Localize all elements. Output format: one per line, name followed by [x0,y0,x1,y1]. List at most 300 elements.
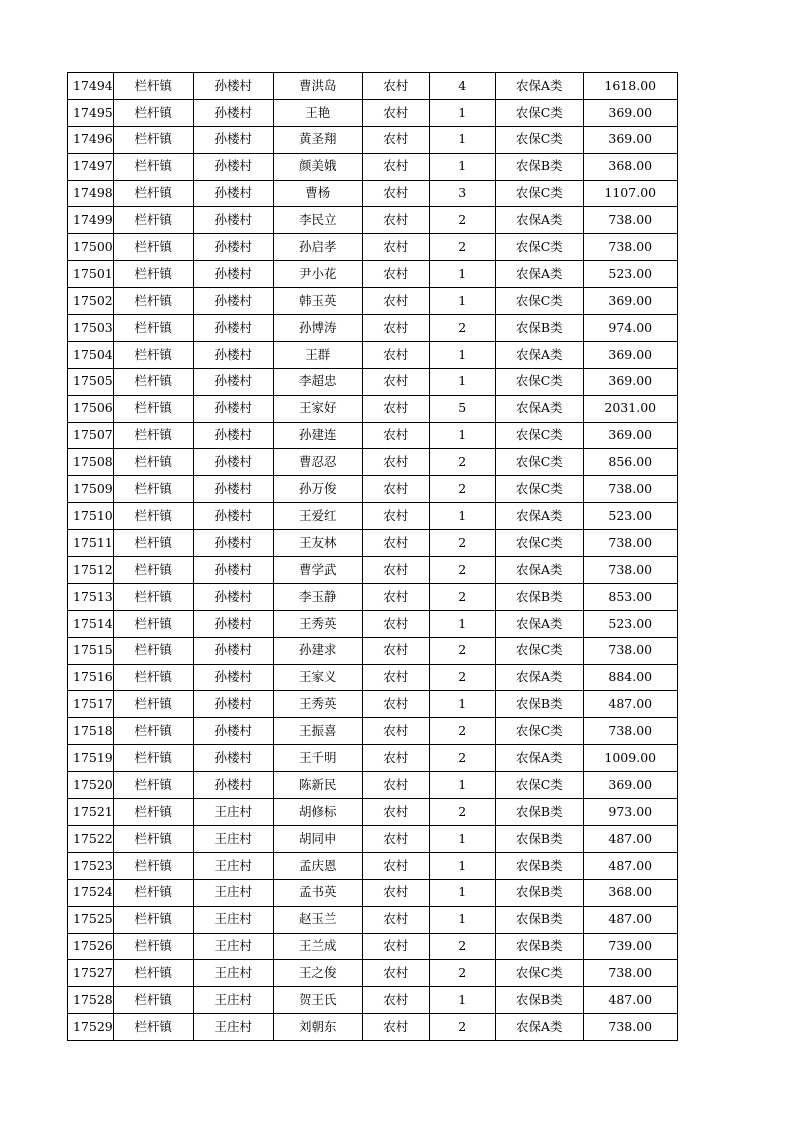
table-row [68,261,678,288]
amount-cell: 853.00 [583,583,677,610]
town-cell: 栏杆镇 [113,99,193,126]
table-row [68,73,678,100]
town-cell: 栏杆镇 [113,422,193,449]
household-type-cell: 农村 [362,422,429,449]
household-type-cell: 农村 [362,395,429,422]
amount-cell: 973.00 [583,799,677,826]
amount-cell: 1618.00 [583,73,677,100]
insurance-category-cell: 农保C类 [495,368,583,395]
household-type-cell: 农村 [362,691,429,718]
table-row [68,718,678,745]
amount-cell: 1107.00 [583,180,677,207]
amount-cell: 487.00 [583,987,677,1014]
amount-cell: 369.00 [583,422,677,449]
amount-cell: 369.00 [583,368,677,395]
insurance-category-cell: 农保C类 [495,530,583,557]
insurance-category-cell: 农保C类 [495,718,583,745]
town-cell: 栏杆镇 [113,960,193,987]
table-row [68,772,678,799]
household-type-cell: 农村 [362,73,429,100]
village-cell: 王庄村 [193,799,273,826]
amount-cell: 523.00 [583,610,677,637]
insurance-category-cell: 农保B类 [495,583,583,610]
person-name-cell: 王艳 [273,99,362,126]
serial-number-cell: 17516 [68,664,114,691]
member-count-cell: 2 [429,557,495,584]
member-count-cell: 2 [429,637,495,664]
table-row [68,126,678,153]
amount-cell: 523.00 [583,503,677,530]
insurance-category-cell: 农保A类 [495,557,583,584]
household-type-cell: 农村 [362,987,429,1014]
table-row [68,530,678,557]
table-row [68,852,678,879]
serial-number-cell: 17520 [68,772,114,799]
person-name-cell: 孙博涛 [273,315,362,342]
town-cell: 栏杆镇 [113,180,193,207]
amount-cell: 738.00 [583,234,677,261]
person-name-cell: 王秀英 [273,610,362,637]
member-count-cell: 1 [429,852,495,879]
person-name-cell: 孙万俊 [273,476,362,503]
serial-number-cell: 17509 [68,476,114,503]
member-count-cell: 2 [429,315,495,342]
table-row [68,153,678,180]
data-table [67,72,678,1041]
village-cell: 孙楼村 [193,583,273,610]
village-cell: 孙楼村 [193,395,273,422]
insurance-category-cell: 农保C类 [495,288,583,315]
household-type-cell: 农村 [362,825,429,852]
insurance-category-cell: 农保B类 [495,879,583,906]
village-cell: 孙楼村 [193,261,273,288]
town-cell: 栏杆镇 [113,234,193,261]
amount-cell: 2031.00 [583,395,677,422]
village-cell: 王庄村 [193,933,273,960]
amount-cell: 738.00 [583,207,677,234]
insurance-category-cell: 农保B类 [495,153,583,180]
person-name-cell: 尹小花 [273,261,362,288]
insurance-category-cell: 农保A类 [495,503,583,530]
amount-cell: 369.00 [583,126,677,153]
serial-number-cell: 17513 [68,583,114,610]
person-name-cell: 王友林 [273,530,362,557]
person-name-cell: 王秀英 [273,691,362,718]
village-cell: 王庄村 [193,960,273,987]
household-type-cell: 农村 [362,449,429,476]
town-cell: 栏杆镇 [113,933,193,960]
serial-number-cell: 17498 [68,180,114,207]
household-type-cell: 农村 [362,261,429,288]
town-cell: 栏杆镇 [113,315,193,342]
household-type-cell: 农村 [362,99,429,126]
table-row [68,207,678,234]
village-cell: 孙楼村 [193,476,273,503]
serial-number-cell: 17512 [68,557,114,584]
household-type-cell: 农村 [362,879,429,906]
insurance-category-cell: 农保A类 [495,261,583,288]
insurance-category-cell: 农保B类 [495,906,583,933]
serial-number-cell: 17499 [68,207,114,234]
insurance-category-cell: 农保C类 [495,99,583,126]
member-count-cell: 1 [429,879,495,906]
household-type-cell: 农村 [362,960,429,987]
person-name-cell: 胡同申 [273,825,362,852]
table-row [68,422,678,449]
village-cell: 孙楼村 [193,73,273,100]
serial-number-cell: 17514 [68,610,114,637]
insurance-category-cell: 农保C类 [495,772,583,799]
person-name-cell: 李超忠 [273,368,362,395]
member-count-cell: 2 [429,530,495,557]
town-cell: 栏杆镇 [113,691,193,718]
serial-number-cell: 17495 [68,99,114,126]
insurance-category-cell: 农保B类 [495,691,583,718]
amount-cell: 369.00 [583,772,677,799]
person-name-cell: 黄圣翔 [273,126,362,153]
serial-number-cell: 17519 [68,745,114,772]
member-count-cell: 2 [429,234,495,261]
amount-cell: 738.00 [583,530,677,557]
insurance-category-cell: 农保C类 [495,126,583,153]
town-cell: 栏杆镇 [113,449,193,476]
person-name-cell: 孟书英 [273,879,362,906]
table-row [68,503,678,530]
table-row [68,691,678,718]
town-cell: 栏杆镇 [113,557,193,584]
amount-cell: 884.00 [583,664,677,691]
town-cell: 栏杆镇 [113,583,193,610]
member-count-cell: 1 [429,503,495,530]
household-type-cell: 农村 [362,664,429,691]
person-name-cell: 孙启孝 [273,234,362,261]
member-count-cell: 2 [429,1014,495,1041]
serial-number-cell: 17494 [68,73,114,100]
household-type-cell: 农村 [362,476,429,503]
insurance-category-cell: 农保A类 [495,341,583,368]
household-type-cell: 农村 [362,718,429,745]
serial-number-cell: 17529 [68,1014,114,1041]
serial-number-cell: 17521 [68,799,114,826]
person-name-cell: 颜美娥 [273,153,362,180]
town-cell: 栏杆镇 [113,503,193,530]
amount-cell: 487.00 [583,691,677,718]
town-cell: 栏杆镇 [113,207,193,234]
serial-number-cell: 17511 [68,530,114,557]
person-name-cell: 贺王氏 [273,987,362,1014]
household-type-cell: 农村 [362,207,429,234]
person-name-cell: 王之俊 [273,960,362,987]
amount-cell: 368.00 [583,153,677,180]
table-row [68,664,678,691]
member-count-cell: 1 [429,341,495,368]
person-name-cell: 王爱红 [273,503,362,530]
town-cell: 栏杆镇 [113,341,193,368]
amount-cell: 369.00 [583,99,677,126]
insurance-category-cell: 农保B类 [495,987,583,1014]
member-count-cell: 1 [429,99,495,126]
insurance-category-cell: 农保A类 [495,610,583,637]
member-count-cell: 2 [429,449,495,476]
town-cell: 栏杆镇 [113,610,193,637]
member-count-cell: 1 [429,288,495,315]
table-row [68,315,678,342]
serial-number-cell: 17501 [68,261,114,288]
person-name-cell: 王家好 [273,395,362,422]
table-row [68,637,678,664]
table-row [68,180,678,207]
town-cell: 栏杆镇 [113,1014,193,1041]
insurance-category-cell: 农保C类 [495,960,583,987]
person-name-cell: 王振喜 [273,718,362,745]
town-cell: 栏杆镇 [113,664,193,691]
town-cell: 栏杆镇 [113,799,193,826]
member-count-cell: 1 [429,368,495,395]
member-count-cell: 1 [429,126,495,153]
serial-number-cell: 17524 [68,879,114,906]
village-cell: 孙楼村 [193,341,273,368]
amount-cell: 738.00 [583,960,677,987]
person-name-cell: 赵玉兰 [273,906,362,933]
member-count-cell: 2 [429,476,495,503]
insurance-category-cell: 农保A类 [495,745,583,772]
household-type-cell: 农村 [362,799,429,826]
table-row [68,557,678,584]
town-cell: 栏杆镇 [113,395,193,422]
serial-number-cell: 17504 [68,341,114,368]
person-name-cell: 孙建连 [273,422,362,449]
table-row [68,288,678,315]
insurance-category-cell: 农保C类 [495,637,583,664]
member-count-cell: 1 [429,906,495,933]
member-count-cell: 4 [429,73,495,100]
insurance-category-cell: 农保A类 [495,664,583,691]
serial-number-cell: 17497 [68,153,114,180]
amount-cell: 738.00 [583,718,677,745]
table-row [68,234,678,261]
village-cell: 王庄村 [193,852,273,879]
insurance-category-cell: 农保C类 [495,449,583,476]
household-type-cell: 农村 [362,180,429,207]
serial-number-cell: 17500 [68,234,114,261]
table-row [68,395,678,422]
household-type-cell: 农村 [362,852,429,879]
person-name-cell: 李玉静 [273,583,362,610]
person-name-cell: 胡修标 [273,799,362,826]
town-cell: 栏杆镇 [113,987,193,1014]
amount-cell: 487.00 [583,906,677,933]
household-type-cell: 农村 [362,745,429,772]
insurance-category-cell: 农保A类 [495,73,583,100]
amount-cell: 738.00 [583,637,677,664]
table-row [68,799,678,826]
household-type-cell: 农村 [362,234,429,261]
serial-number-cell: 17496 [68,126,114,153]
serial-number-cell: 17528 [68,987,114,1014]
table-row [68,960,678,987]
person-name-cell: 王千明 [273,745,362,772]
insurance-category-cell: 农保C类 [495,234,583,261]
village-cell: 孙楼村 [193,207,273,234]
member-count-cell: 1 [429,610,495,637]
amount-cell: 739.00 [583,933,677,960]
person-name-cell: 王群 [273,341,362,368]
town-cell: 栏杆镇 [113,637,193,664]
town-cell: 栏杆镇 [113,772,193,799]
village-cell: 孙楼村 [193,368,273,395]
serial-number-cell: 17502 [68,288,114,315]
person-name-cell: 王家义 [273,664,362,691]
member-count-cell: 1 [429,772,495,799]
household-type-cell: 农村 [362,906,429,933]
serial-number-cell: 17503 [68,315,114,342]
village-cell: 孙楼村 [193,530,273,557]
village-cell: 孙楼村 [193,153,273,180]
insurance-category-cell: 农保A类 [495,1014,583,1041]
town-cell: 栏杆镇 [113,153,193,180]
table-row [68,476,678,503]
table-row [68,368,678,395]
village-cell: 孙楼村 [193,718,273,745]
person-name-cell: 陈新民 [273,772,362,799]
table-row [68,610,678,637]
serial-number-cell: 17505 [68,368,114,395]
insurance-category-cell: 农保B类 [495,799,583,826]
member-count-cell: 5 [429,395,495,422]
member-count-cell: 2 [429,799,495,826]
town-cell: 栏杆镇 [113,825,193,852]
town-cell: 栏杆镇 [113,745,193,772]
serial-number-cell: 17526 [68,933,114,960]
amount-cell: 738.00 [583,476,677,503]
amount-cell: 523.00 [583,261,677,288]
household-type-cell: 农村 [362,153,429,180]
village-cell: 孙楼村 [193,610,273,637]
household-type-cell: 农村 [362,503,429,530]
insurance-category-cell: 农保A类 [495,395,583,422]
person-name-cell: 曹杨 [273,180,362,207]
table-row [68,1014,678,1041]
serial-number-cell: 17522 [68,825,114,852]
household-type-cell: 农村 [362,315,429,342]
village-cell: 王庄村 [193,1014,273,1041]
table-row [68,449,678,476]
village-cell: 孙楼村 [193,503,273,530]
household-type-cell: 农村 [362,530,429,557]
serial-number-cell: 17508 [68,449,114,476]
amount-cell: 974.00 [583,315,677,342]
person-name-cell: 刘朝东 [273,1014,362,1041]
town-cell: 栏杆镇 [113,288,193,315]
town-cell: 栏杆镇 [113,852,193,879]
village-cell: 孙楼村 [193,99,273,126]
insurance-category-cell: 农保B类 [495,852,583,879]
person-name-cell: 曹学武 [273,557,362,584]
household-type-cell: 农村 [362,368,429,395]
household-type-cell: 农村 [362,637,429,664]
household-type-cell: 农村 [362,610,429,637]
member-count-cell: 1 [429,422,495,449]
insurance-category-cell: 农保B类 [495,933,583,960]
village-cell: 孙楼村 [193,288,273,315]
amount-cell: 368.00 [583,879,677,906]
insurance-category-cell: 农保A类 [495,207,583,234]
serial-number-cell: 17507 [68,422,114,449]
member-count-cell: 2 [429,207,495,234]
village-cell: 孙楼村 [193,691,273,718]
member-count-cell: 1 [429,691,495,718]
town-cell: 栏杆镇 [113,530,193,557]
village-cell: 孙楼村 [193,745,273,772]
insurance-category-cell: 农保C类 [495,180,583,207]
village-cell: 孙楼村 [193,180,273,207]
village-cell: 王庄村 [193,825,273,852]
serial-number-cell: 17510 [68,503,114,530]
member-count-cell: 3 [429,180,495,207]
town-cell: 栏杆镇 [113,476,193,503]
member-count-cell: 1 [429,261,495,288]
town-cell: 栏杆镇 [113,368,193,395]
amount-cell: 856.00 [583,449,677,476]
town-cell: 栏杆镇 [113,906,193,933]
serial-number-cell: 17518 [68,718,114,745]
amount-cell: 487.00 [583,852,677,879]
member-count-cell: 1 [429,153,495,180]
household-type-cell: 农村 [362,772,429,799]
household-type-cell: 农村 [362,341,429,368]
insurance-category-cell: 农保C类 [495,476,583,503]
town-cell: 栏杆镇 [113,126,193,153]
table-row [68,906,678,933]
table-row [68,933,678,960]
serial-number-cell: 17525 [68,906,114,933]
village-cell: 孙楼村 [193,422,273,449]
household-type-cell: 农村 [362,288,429,315]
insurance-category-cell: 农保B类 [495,315,583,342]
town-cell: 栏杆镇 [113,879,193,906]
table-row [68,99,678,126]
village-cell: 王庄村 [193,906,273,933]
person-name-cell: 韩玉英 [273,288,362,315]
village-cell: 孙楼村 [193,449,273,476]
village-cell: 孙楼村 [193,315,273,342]
town-cell: 栏杆镇 [113,261,193,288]
town-cell: 栏杆镇 [113,73,193,100]
person-name-cell: 李民立 [273,207,362,234]
person-name-cell: 王兰成 [273,933,362,960]
village-cell: 孙楼村 [193,557,273,584]
serial-number-cell: 17523 [68,852,114,879]
insurance-category-cell: 农保B类 [495,825,583,852]
town-cell: 栏杆镇 [113,718,193,745]
village-cell: 孙楼村 [193,637,273,664]
amount-cell: 1009.00 [583,745,677,772]
member-count-cell: 2 [429,718,495,745]
amount-cell: 738.00 [583,557,677,584]
member-count-cell: 2 [429,745,495,772]
amount-cell: 369.00 [583,288,677,315]
amount-cell: 487.00 [583,825,677,852]
table-body [68,73,678,1041]
table-row [68,583,678,610]
table-row [68,987,678,1014]
member-count-cell: 2 [429,933,495,960]
amount-cell: 738.00 [583,1014,677,1041]
household-type-cell: 农村 [362,933,429,960]
household-type-cell: 农村 [362,583,429,610]
member-count-cell: 1 [429,825,495,852]
member-count-cell: 2 [429,583,495,610]
